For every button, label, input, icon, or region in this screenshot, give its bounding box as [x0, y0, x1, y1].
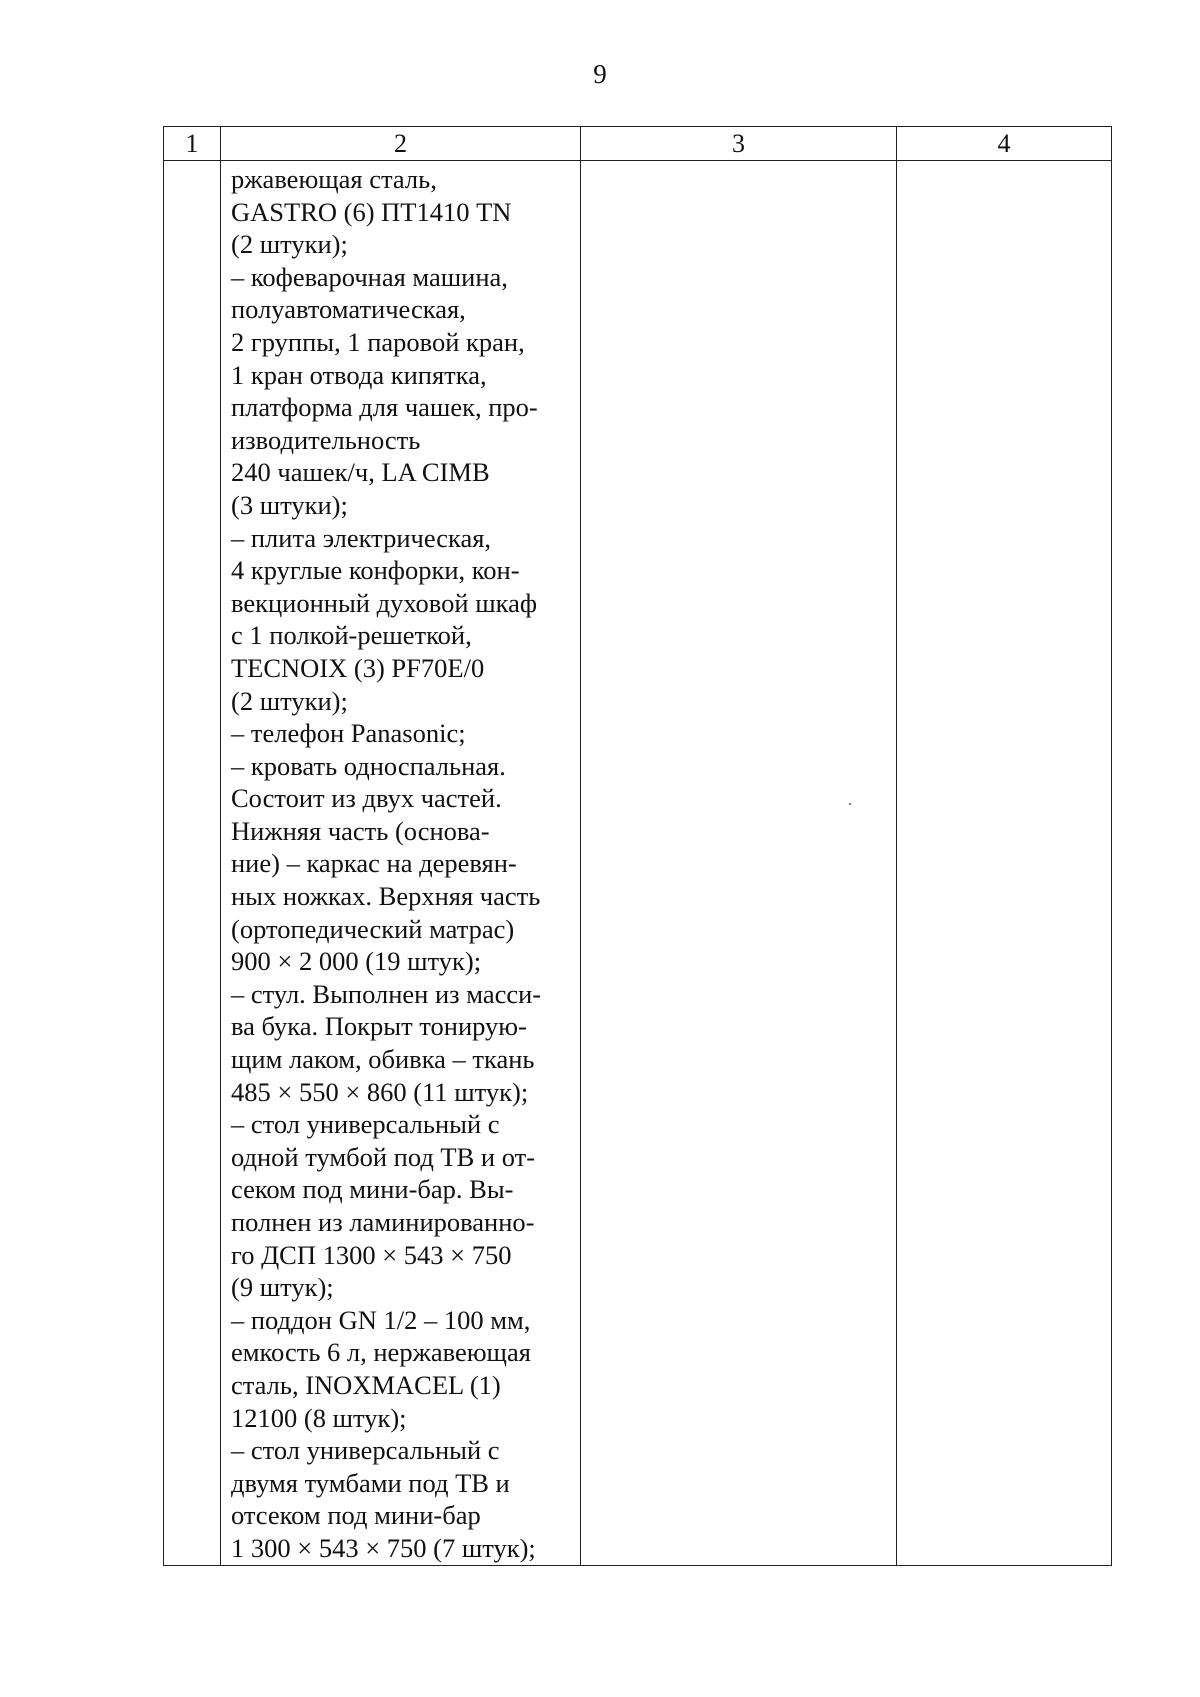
page-number: 9: [593, 59, 607, 89]
text-line: ных ножках. Верхняя часть: [231, 881, 541, 912]
text-line: двумя тумбами под ТВ и: [231, 1467, 510, 1498]
text-line: (ортопедический матрас): [231, 913, 515, 944]
text-line: ние) – каркас на деревян-: [231, 848, 517, 879]
table-header-row: [164, 127, 1112, 161]
text-line: GASTRO (6) ПТ1410 TN: [231, 196, 512, 227]
scan-speck: [849, 803, 851, 805]
text-line: – кофеварочная машина,: [231, 261, 508, 292]
text-line: – стол универсальный с: [231, 1435, 500, 1466]
text-line: 485 × 550 × 860 (11 штук);: [231, 1076, 529, 1107]
document-table: [163, 126, 1112, 1566]
text-line: ржавеющая сталь,: [231, 164, 437, 194]
text-line: – стол универсальный с: [231, 1109, 500, 1140]
text-line: 1 300 × 543 × 750 (7 штук);: [231, 1532, 536, 1563]
text-line: (2 штуки);: [231, 229, 348, 260]
text-line: сталь, INOXMACEL (1): [231, 1369, 501, 1400]
column-header-3: 3: [581, 127, 897, 161]
text-line: с 1 полкой-решеткой,: [231, 620, 472, 651]
text-line: 4 круглые конфорки, кон-: [231, 555, 520, 586]
column-2-cell: [221, 161, 581, 1566]
text-line: щим лаком, обивка – ткань: [231, 1044, 535, 1075]
column-header-2: 2: [221, 127, 581, 161]
text-line: (2 штуки);: [231, 685, 348, 716]
text-line: (9 штук);: [231, 1272, 334, 1303]
text-line: – телефон Panasonic;: [231, 718, 466, 749]
text-line: ва бука. Покрыт тонирую-: [231, 1011, 527, 1042]
text-line: 1 кран отвода кипятка,: [231, 359, 487, 390]
text-line: TECNOIX (3) PF70E/0: [231, 652, 485, 683]
text-line: го ДСП 1300 × 543 × 750: [231, 1239, 512, 1270]
text-line: – кровать односпальная.: [231, 750, 506, 781]
column-3-cell: [581, 161, 897, 1566]
text-line: одной тумбой под ТВ и от-: [231, 1141, 536, 1172]
text-line: векционный духовой шкаф: [231, 587, 538, 618]
text-line: – плита электрическая,: [231, 522, 492, 553]
text-line: Состоит из двух частей.: [231, 783, 502, 814]
text-line: 2 группы, 1 паровой кран,: [231, 326, 525, 357]
text-line: полнен из ламинированно-: [231, 1207, 535, 1237]
text-line: 12100 (8 штук);: [231, 1402, 407, 1433]
text-line: – стул. Выполнен из масси-: [231, 978, 542, 1009]
text-line: Нижняя часть (основа-: [231, 815, 490, 846]
column-4-cell: [897, 161, 1112, 1566]
text-line: платформа для чашек, про-: [231, 392, 538, 423]
text-line: полуавтоматическая,: [231, 294, 466, 325]
text-line: (3 штуки);: [231, 489, 348, 520]
table-row: [164, 161, 1112, 1566]
text-line: секом под мини-бар. Вы-: [231, 1174, 514, 1205]
text-line: – поддон GN 1/2 – 100 мм,: [231, 1304, 531, 1335]
text-line: 240 чашек/ч, LA CIMB: [231, 457, 490, 488]
text-line: отсеком под мини-бар: [231, 1500, 481, 1531]
text-line: 900 × 2 000 (19 штук);: [231, 946, 482, 977]
column-1-cell: [164, 161, 221, 1566]
column-header-4: 4: [897, 127, 1112, 161]
text-line: емкость 6 л, нержавеющая: [231, 1337, 531, 1368]
column-header-1: 1: [164, 127, 221, 161]
text-line: изводительность: [231, 424, 421, 455]
